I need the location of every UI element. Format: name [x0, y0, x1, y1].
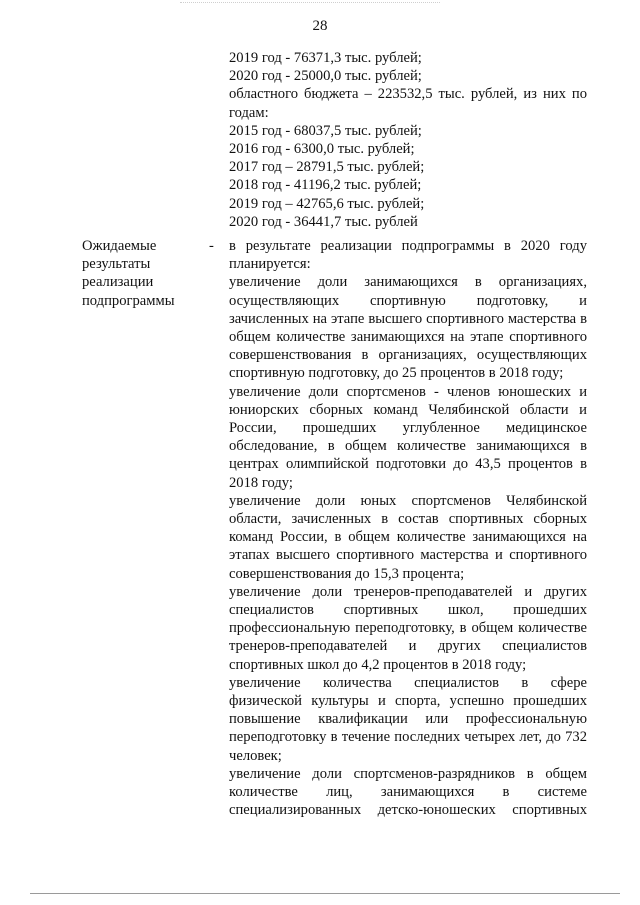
page-number: 28 [312, 18, 328, 34]
result-item: увеличение доли занимающихся в организациях, осуществляющих спортивную подготовку, и зачисленных на этапе высшего спортивного мастерства в общем количестве занимающихся на этапе спортивного совершенствования в организациях, осуществляющих спортивную подготовку, до 25 процентов в 2018 году; [229, 274, 587, 382]
funding-line: 2018 год - 41196,2 тыс. рублей; [229, 177, 422, 194]
funding-line: 2020 год - 36441,7 тыс. рублей [229, 213, 418, 230]
result-item: увеличение количества специалистов в сфере физической культуры и спорта, успешно прошедших повышение квалификации или профессиональную переподготовку в течение последних четырех лет, до 732 человек; [229, 674, 587, 764]
expected-results [229, 237, 587, 820]
funding-line: областного бюджета – 223532,5 тыс. рублей, из них по годам: [229, 86, 587, 121]
funding-line: 2016 год - 6300,0 тыс. рублей; [229, 141, 415, 158]
funding-block [229, 49, 587, 231]
scan-artifact [180, 2, 440, 3]
funding-line: 2020 год - 25000,0 тыс. рублей; [229, 68, 422, 85]
funding-line: 2019 год – 42765,6 тыс. рублей; [229, 195, 425, 212]
result-item: увеличение доли юных спортсменов Челябинской области, зачисленных в состав спортивных сборных команд России, в общем количестве занимающихся на этапах высшего спортивного мастерства и спортивного совершенствования до 15,3 процента; [229, 492, 587, 582]
result-item: увеличение доли спортсменов - членов юношеских и юниорских сборных команд Челябинской области и России, прошедших углубленное медицинское обследование, в общем количестве занимающихся в центрах олимпийской подготовки до 43,5 процентов в 2018 году; [229, 383, 587, 491]
result-item: увеличение доли спортсменов-разрядников в общем количестве лиц, занимающихся в системе специализированных детско-юношеских спортивных [229, 765, 587, 819]
page-bottom-rule [30, 893, 620, 894]
result-item: увеличение доли тренеров-преподавателей и других специалистов спортивных школ, прошедших профессиональную переподготовку, в общем количестве тренеров-преподавателей и других специалистов спортивных школ до 4,2 процентов в 2018 году; [229, 583, 587, 673]
results-intro: в результате реализации подпрограммы в 2020 году планируется: [229, 238, 587, 273]
section-label: Ожидаемые результаты реализации подпрограммы [82, 238, 175, 309]
funding-line: 2019 год - 76371,3 тыс. рублей; [229, 50, 422, 66]
label-dash: - [209, 238, 214, 254]
funding-line: 2015 год - 68037,5 тыс. рублей; [229, 122, 422, 139]
funding-line: 2017 год – 28791,5 тыс. рублей; [229, 159, 425, 176]
